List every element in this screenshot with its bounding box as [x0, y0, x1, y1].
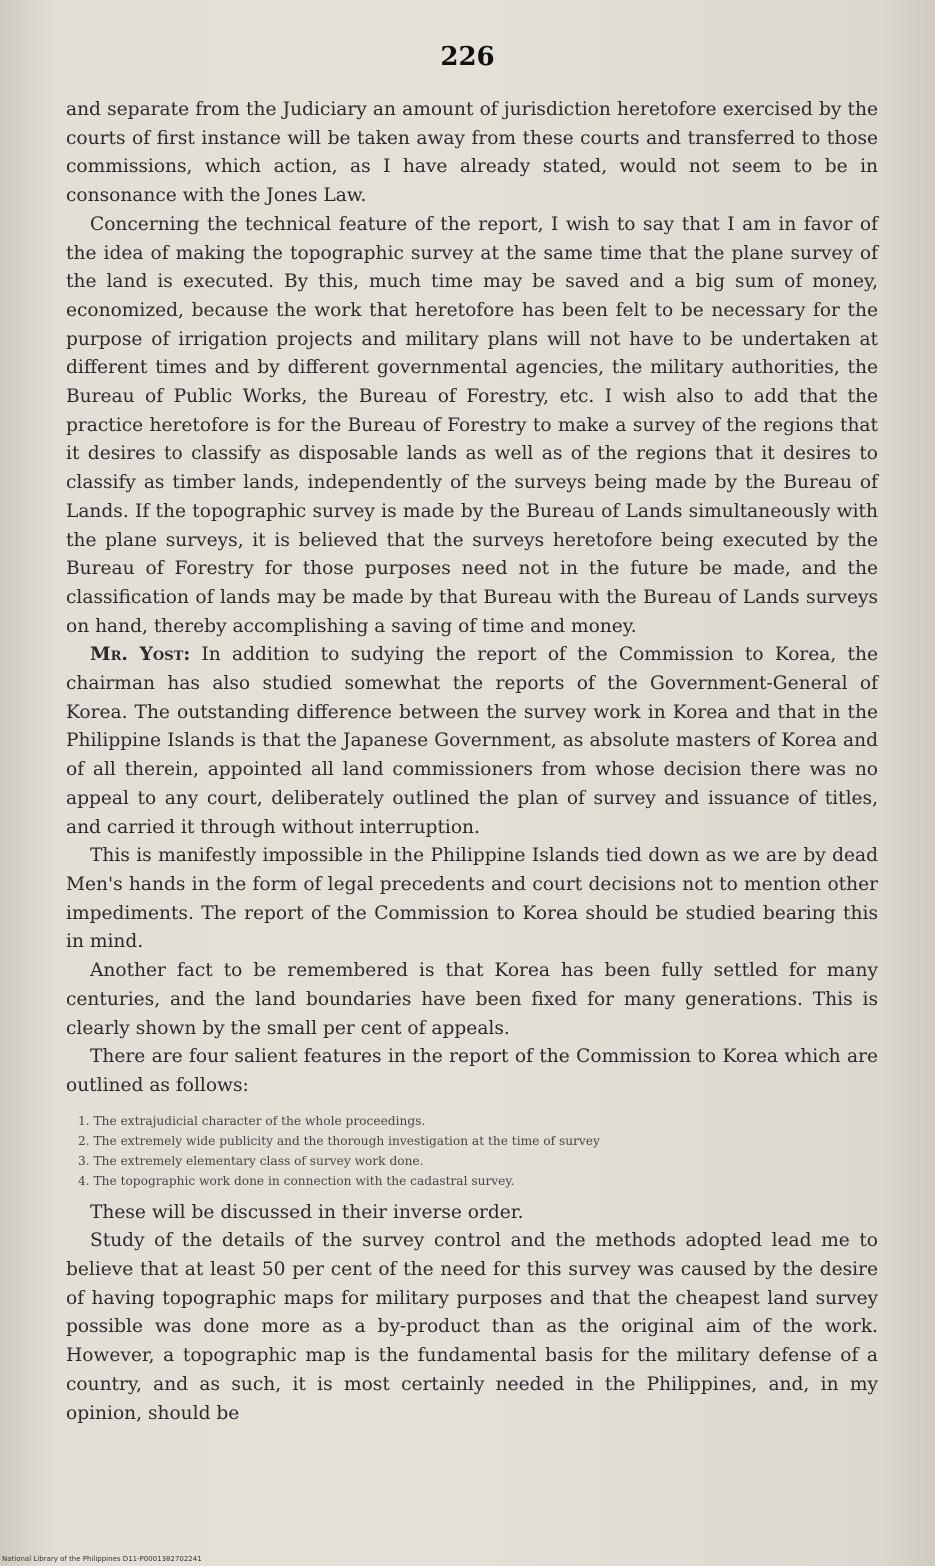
speaker-name: Mr. Yost:	[90, 644, 191, 666]
features-list	[66, 1111, 878, 1191]
paragraph-four-features: There are four salient features in the report of the Commission to Korea which are outlined as follows:	[66, 1046, 878, 1096]
body-text	[66, 96, 878, 1428]
list-item: 1. The extrajudicial character of the whole proceedings.	[78, 1113, 426, 1128]
list-item: 4. The topographic work done in connection with the cadastral survey.	[78, 1173, 515, 1188]
yost-text: In addition to sudying the report of the Commission to Korea, the chairman has also studied somewhat the reports of the Government-General of Korea. The outstanding difference between the survey work in Korea and that in the Philippine Islands is that the Japanese Government, as absolute masters of Korea and of all therein, appointed all land commissioners from whose decision there was no appeal to any court, deliberately outlined the plan of survey and issuance of titles, and carried it through without interruption.	[66, 644, 878, 838]
paragraph-inverse-order: These will be discussed in their inverse order.	[90, 1201, 524, 1223]
page-number: 226	[440, 42, 495, 72]
list-item: 3. The extremely elementary class of survey work done.	[78, 1153, 424, 1168]
paragraph-technical-feature: Concerning the technical feature of the report, I wish to say that I am in favor of the idea of making the topographic survey at the same time that the plane survey of the land is executed. By this, much time may be saved and a big sum of money, economized, because the work that heretofore has been felt to be necessary for the purpose of irrigation projects and military plans will not have to be undertaken at different times and by different governmental agencies, the military authorities, the Bureau of Public Works, the Bureau of Forestry, etc. I wish also to add that the practice heretofore is for the Bureau of Forestry to make a survey of the regions that it desires to classify as disposable lands as well as of the regions that it desires to classify as timber lands, independently of the surveys being made by the Bureau of Lands. If the topographic survey is made by the Bureau of Lands simultaneously with the plane surveys, it is believed that the surveys heretofore being executed by the Bureau of Forestry for those purposes need not in the future be made, and the classification of lands may be made by that Bureau with the Bureau of Lands surveys on hand, thereby accomplishing a saving of time and money.	[66, 213, 878, 637]
paragraph-study-details: Study of the details of the survey control and the methods adopted lead me to believe that at least 50 per cent of the need for this survey was caused by the desire of having topographic maps for military purposes and that the cheapest land survey possible was done more as a by-product than as the original aim of the work. However, a topographic map is the fundamental basis for the military defense of a country, and as such, it is most certainly needed in the Philippines, and, in my opinion, should be	[66, 1230, 878, 1424]
paragraph-continued: and separate from the Judiciary an amount of jurisdiction heretofore exercised by the courts of first instance will be taken away from these courts and transferred to those commissions, which action, as I have already stated, would not seem to be in consonance with the Jones Law.	[66, 99, 878, 207]
paragraph-yost	[66, 641, 878, 842]
paragraph-impossible: This is manifestly impossible in the Philippine Islands tied down as we are by dead Men's hands in the form of legal precedents and court decisions not to mention other impediments. The report of the Commission to Korea should be studied bearing this in mind.	[66, 845, 878, 953]
scan-footer: National Library of the Philippines D11-P0001382702241	[2, 1555, 202, 1563]
list-item: 2. The extremely wide publicity and the thorough investigation at the time of survey	[78, 1133, 600, 1148]
paragraph-korea-settled: Another fact to be remembered is that Korea has been fully settled for many centuries, and the land boundaries have been fixed for many generations. This is clearly shown by the small per cent of appeals.	[66, 960, 878, 1039]
